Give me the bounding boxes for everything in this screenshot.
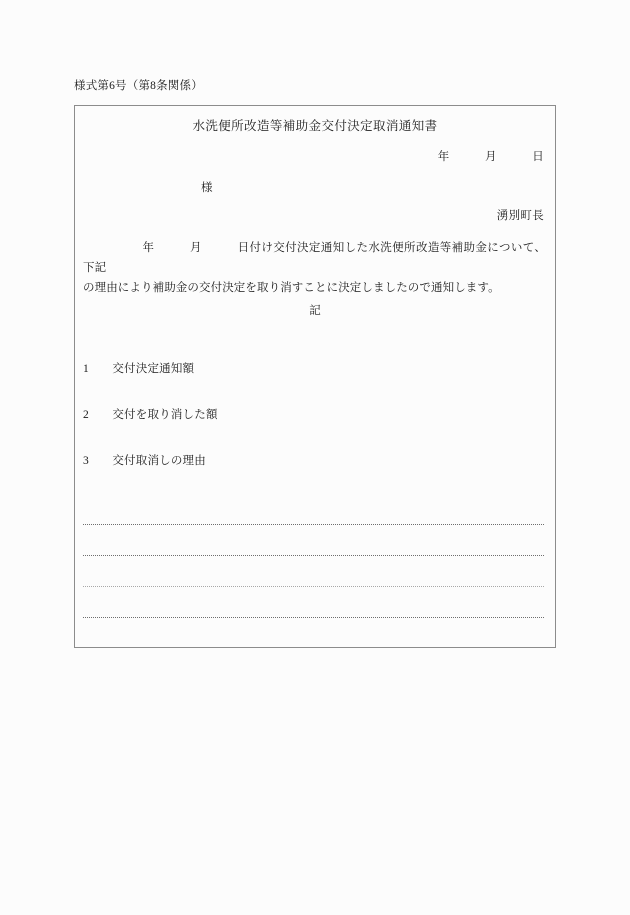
issuer-name: 湧別町長	[496, 210, 544, 222]
writing-lines	[83, 524, 544, 618]
document-frame-inner	[75, 106, 555, 647]
record-mark: 記	[309, 305, 321, 317]
writing-line-2	[83, 555, 544, 556]
body-paragraph-line-2: の理由により補助金の交付決定を取り消すことに決定しましたので通知します。	[83, 282, 500, 294]
list-item-1: 1 交付決定通知額	[83, 363, 195, 375]
document-frame	[74, 105, 556, 648]
addressee-suffix: 様	[201, 182, 213, 194]
date-line: 年 月 日	[437, 151, 544, 163]
writing-line-1	[83, 524, 544, 525]
writing-line-4	[83, 617, 544, 618]
list-item-2: 2 交付を取り消した額	[83, 409, 218, 421]
body-paragraph-line-1: 年 月 日付け交付決定通知した水洗便所改造等補助金について、下記	[83, 242, 546, 274]
writing-line-3	[83, 586, 544, 587]
list-item-3: 3 交付取消しの理由	[83, 455, 206, 467]
numbered-item-list	[83, 362, 546, 500]
body-paragraph	[83, 238, 546, 298]
document-title: 水洗便所改造等補助金交付決定取消通知書	[192, 119, 438, 133]
form-number-label: 様式第6号（第8条関係）	[74, 80, 203, 92]
